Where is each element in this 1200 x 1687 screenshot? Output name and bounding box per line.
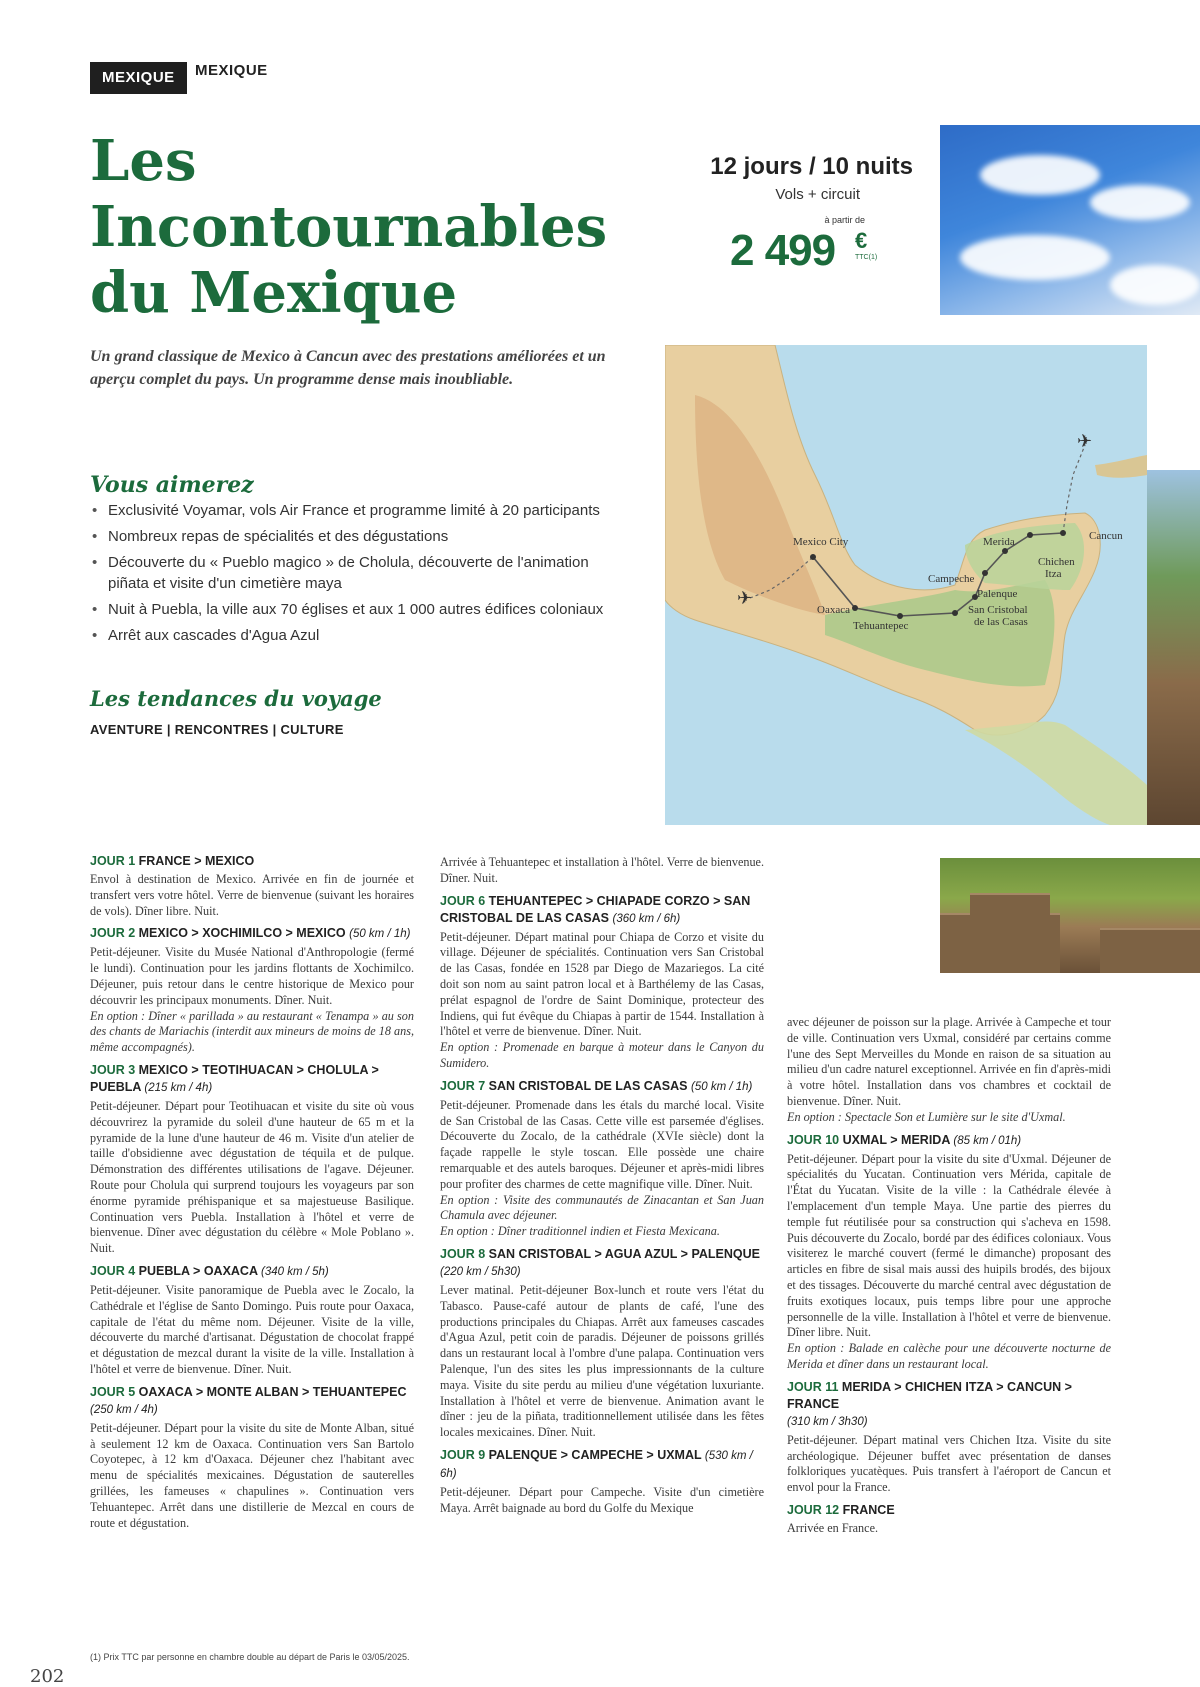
day-text: Arrivée à Tehuantepec et installation à l'hôtel. Verre de bienvenue. Dîner. Nuit.: [440, 855, 764, 885]
day-9: [440, 1447, 764, 1517]
day-text: Petit-déjeuner. Promenade dans les étals du marché local. Visite de San Cristobal de las Casas. Cette ville est parsemée d'églises. Découverte du Zocalo, de la cathédrale (XVIe siècle) dont la façade rappelle le style toscan. Elle possède une chaire remarquable et des autels baroques. Déjeuner et après-midi libres pour profiter des charmes de cette magnifique ville. Dîner. Nuit.: [440, 1097, 764, 1191]
intro-text: Un grand classique de Mexico à Cancun avec des prestations améliorées et un aperçu complet du pays. Un programme dense mais inoubliable.: [90, 348, 606, 388]
price-from-label: à partir de: [824, 215, 865, 225]
day-text: Petit-déjeuner. Départ matinal pour Chiapa de Corzo et visite du village. Déjeuner de spécialités. Continuation vers San Cristobal de las Casas, fondée en 1528 par Diego de Mazariegos. La cité doit son nom au saint patron local et à Barthélemy de las Casas, prélat espagnol de l'ordre de Saint Dominique, protecteur des Indiens, qui fut évêque du Chiapas à partir de 1544. Installation à l'hôtel et verre de bienvenue. Dîner. Nuit.: [440, 929, 764, 1039]
day-10: [787, 1132, 1111, 1373]
day-distance: (310 km / 3h30): [787, 1415, 868, 1428]
city-dot-cancun: [1060, 530, 1066, 536]
ruins-photo: [940, 858, 1200, 973]
day-text: Envol à destination de Mexico. Arrivée en fin de journée et transfert vers votre hôtel. Verre de bienvenue (suivant les horaires de vols). Dîner libre. Nuit.: [90, 872, 414, 918]
city-dot-mexico: [810, 554, 816, 560]
day-number: JOUR 12: [787, 1502, 840, 1517]
day-number: JOUR 9: [440, 1447, 486, 1462]
day-12: [787, 1502, 1111, 1537]
day-option: En option : Spectacle Son et Lumière sur le site d'Uxmal.: [787, 1109, 1066, 1124]
day-11: [787, 1379, 1111, 1496]
city-label-sancristobal-1: San Cristobal: [968, 604, 1028, 616]
day-6: [440, 893, 764, 1072]
day-option: En option : Dîner « parillada » au restaurant « Tenampa » au son des chants de Mariachis (interdit aux mineurs de moins de 18 ans, même accompagnés).: [90, 1008, 414, 1055]
day-option: En option : Dîner traditionnel indien et Fiesta Mexicana.: [440, 1224, 720, 1239]
day-route: MERIDA > CHICHEN ITZA > CANCUN > FRANCE: [787, 1379, 1072, 1411]
day-option: En option : Visite des communautés de Zinacantan et San Juan Chamula avec déjeuner.: [440, 1192, 764, 1223]
day-distance: (250 km / 4h): [90, 1403, 158, 1416]
day-route: PUEBLA > OAXACA: [138, 1263, 258, 1278]
day-9-continued: [787, 1015, 1111, 1126]
day-distance: (50 km / 1h): [349, 928, 411, 941]
day-1: [90, 853, 414, 919]
day-5: [90, 1384, 414, 1532]
city-label-palenque: Palenque: [977, 588, 1018, 600]
day-text: Petit-déjeuner. Départ pour Teotihuacan et visite du site où vous découvrirez la pyramide du soleil d'une hauteur de 65 m et la pyramide de la lune d'une hauteur de 46 m. Visite d'un atelier de taille d'obsidienne avec dégustation de téquila et de pulque. Démonstration des différentes utilisations de l'agave. Déjeuner. Route pour Cholula qui surprend toujours les voyageurs par son énorme pyramide préhispanique et sa majestueuse Basilique. Continuation vers Puebla. Installation à l'hôtel et verre de bienvenue. Dîner avec dégustation du célèbre « Mole Poblano ». Nuit.: [90, 1098, 414, 1256]
day-4: [90, 1263, 414, 1378]
itinerary-column-2: [440, 855, 764, 1523]
pyramid-photo: [1145, 470, 1200, 825]
day-number: JOUR 4: [90, 1263, 136, 1278]
day-text: Lever matinal. Petit-déjeuner Box-lunch et route vers l'état du Tabasco. Pause-café autour de plants de café, l'une des productions principales du Chiapas. Arrêt aux fameuses cascades d'Agua Azul, petit coin de paradis. Déjeuner de poissons grillés dans un restaurant local à l'ombre d'une palapa. Continuation vers Palenque, l'un des sites les plus impressionnants de la culture maya. Visite du site perdu au milieu d'une végétation luxuriante. Installation à l'hôtel et verre de bienvenue. Animation avant le dîner : jeu de la piñata, traditionnellement utilisée dans les fêtes locales mexicaines. Dîner. Nuit.: [440, 1282, 764, 1440]
day-number: JOUR 8: [440, 1246, 486, 1261]
day-text: Petit-déjeuner. Départ pour la visite du site d'Uxmal. Déjeuner de spécialités du Yucatan. Continuation vers Mérida, capitale de l'État du Yucatan. Visite de la ville : la Cathédrale élevée à l'emplacement d'un temple Maya. Une partie des pierres du temple fut réutilisée pour sa construction qui s'acheva en 1598. Puis découverte du Zocalo, bordé par des édifices coloniaux. Vous visiterez le marché couvert (fermé le dimanche) proposant des articles en fibre de sisal mais aussi des huipils brodés, des bijoux et des tissages. Découverte du marché central avec dégustation de fruits exotiques locaux, puis temps libre pour une approche personnelle de la ville. Installation à l'hôtel et verre de bienvenue. Dîner libre. Nuit.: [787, 1151, 1111, 1340]
city-label-chichen-1: Chichen: [1038, 556, 1075, 568]
likes-heading: Vous aimerez: [90, 472, 254, 498]
day-text: Petit-déjeuner. Départ pour la visite du site de Monte Alban, situé à seulement 12 km de Oaxaca. Continuation vers San Bartolo Coyotepec, à 12 km d'Oaxaca. Déjeuner chez l'habitant avec menu de spécialités mexicaines. Dégustation de sauterelles grillées, les fameuses « chapulines ». Continuation vers Tehuantepec. Arrêt dans une distillerie de Mezcal en cours de route et dégustation.: [90, 1420, 414, 1530]
day-number: JOUR 10: [787, 1132, 840, 1147]
city-dot-campeche: [982, 570, 988, 576]
day-number: JOUR 11: [787, 1379, 839, 1394]
list-item: • Exclusivité Voyamar, vols Air France et programme limité à 20 participants: [90, 500, 630, 521]
city-label-cancun: Cancun: [1089, 530, 1123, 542]
trip-formula: Vols + circuit: [775, 186, 860, 203]
price-currency: €: [855, 228, 868, 253]
page-title: [90, 128, 690, 326]
sky-photo: [940, 125, 1200, 315]
country-tag-text: MEXIQUE: [195, 62, 268, 79]
city-dot-tehuantepec: [897, 613, 903, 619]
trends-tags: AVENTURE | RENCONTRES | CULTURE: [90, 722, 344, 737]
day-number: JOUR 7: [440, 1078, 486, 1093]
price-note-mark: TTC(1): [855, 254, 878, 261]
day-option: En option : Promenade en barque à moteur dans le Canyon du Sumidero.: [440, 1040, 764, 1070]
day-text: Petit-déjeuner. Départ matinal vers Chichen Itza. Visite du site archéologique. Déjeuner buffet avec présentation de danses folkloriques yucatèques. Puis transfert à l'aéroport de Cancun et envol pour la France.: [787, 1432, 1111, 1495]
day-option: En option : Balade en calèche pour une découverte nocturne de Merida et dîner dans un restaurant local.: [787, 1341, 1111, 1371]
day-distance: (85 km / 01h): [953, 1134, 1022, 1147]
day-distance: (530 km / 6h): [440, 1449, 753, 1480]
day-2: [90, 925, 414, 1056]
day-text: Petit-déjeuner. Visite du Musée National d'Anthropologie (fermé le lundi). Continuation pour les jardins flottants de Xochimilco. Déjeuner, puis retour dans le centre historique de Mexico pour découvrir les principaux monuments. Dîner. Nuit.: [90, 945, 414, 1007]
day-text: avec déjeuner de poisson sur la plage. Arrivée à Campeche et tour de ville. Continuation vers Uxmal, considéré par certains comme l'une des Sept Merveilles du Monde en raison de sa situation au milieu d'un cadre naturel exceptionnel. Arrivée en fin d'après-midi à votre hôtel. Installation dans vos chambres et cocktail de bienvenue. Dîner. Nuit.: [787, 1015, 1111, 1108]
city-dot-sancristobal: [952, 610, 958, 616]
day-8: [440, 1246, 764, 1441]
day-number: JOUR 2: [90, 926, 136, 941]
plane-in-icon: ✈: [737, 588, 753, 608]
list-item: • Nuit à Puebla, la ville aux 70 églises et aux 1 000 autres édifices coloniaux: [90, 599, 630, 620]
trip-duration: 12 jours / 10 nuits: [710, 153, 913, 180]
city-label-merida: Merida: [983, 536, 1015, 548]
day-route: FRANCE: [842, 1502, 895, 1517]
city-label-campeche: Campeche: [928, 573, 975, 585]
day-number: JOUR 6: [440, 893, 486, 908]
day-route: FRANCE > MEXICO: [138, 854, 255, 868]
day-number: JOUR 3: [90, 1062, 136, 1077]
price-value: 2 499: [730, 226, 836, 275]
country-tag-box: MEXIQUE: [90, 62, 187, 94]
day-route: OAXACA > MONTE ALBAN > TEHUANTEPEC: [138, 1384, 407, 1399]
city-dot-merida: [1002, 548, 1008, 554]
plane-out-icon: ✈: [1077, 431, 1093, 451]
day-text: Petit-déjeuner. Départ pour Campeche. Visite d'un cimetière Maya. Arrêt baignade au bord du Golfe du Mexique: [440, 1484, 764, 1515]
city-label-chichen-2: Itza: [1045, 568, 1062, 580]
trends-heading: Les tendances du voyage: [90, 686, 382, 711]
day-route: MEXICO > TEOTIHUACAN > CHOLULA > PUEBLA: [90, 1062, 379, 1094]
city-label-tehuantepec: Tehuantepec: [853, 620, 909, 632]
day-route: SAN CRISTOBAL DE LAS CASAS: [488, 1078, 688, 1093]
itinerary-column-1: [90, 853, 414, 1537]
city-label-oaxaca: Oaxaca: [817, 604, 850, 616]
city-dot-oaxaca: [852, 605, 858, 611]
day-distance: (215 km / 4h): [144, 1081, 213, 1094]
day-route: SAN CRISTOBAL > AGUA AZUL > PALENQUE: [488, 1246, 760, 1261]
day-7: [440, 1078, 764, 1240]
day-distance: (360 km / 6h): [612, 912, 681, 925]
day-number: JOUR 1: [90, 854, 136, 868]
day-distance: (50 km / 1h): [691, 1080, 753, 1093]
day-route: MEXICO > XOCHIMILCO > MEXICO: [138, 926, 346, 941]
day-distance: (340 km / 5h): [261, 1265, 329, 1278]
page-number: 202: [30, 1666, 65, 1687]
itinerary-column-3: [787, 1015, 1111, 1543]
day-route: PALENQUE > CAMPECHE > UXMAL: [488, 1447, 702, 1462]
list-item: • Nombreux repas de spécialités et des dégustations: [90, 526, 630, 547]
day-route: UXMAL > MERIDA: [842, 1132, 950, 1147]
day-5-continued: [440, 855, 764, 887]
day-route: TEHUANTEPEC > CHIAPADE CORZO > SAN CRISTOBAL DE LAS CASAS: [440, 893, 751, 925]
list-item: • Arrêt aux cascades d'Agua Azul: [90, 625, 630, 646]
city-label-sancristobal-2: de las Casas: [974, 616, 1028, 628]
city-dot-chichen: [1027, 532, 1033, 538]
day-number: JOUR 5: [90, 1384, 136, 1399]
day-text: Arrivée en France.: [787, 1520, 879, 1535]
day-distance: (220 km / 5h30): [440, 1265, 521, 1278]
day-3: [90, 1062, 414, 1257]
footnote: (1) Prix TTC par personne en chambre double au départ de Paris le 03/05/2025.: [90, 1652, 410, 1662]
title-line-1: Les Incontournables: [90, 128, 608, 260]
route-map: [665, 345, 1147, 825]
list-item: • Découverte du « Pueblo magico » de Cholula, découverte de l'animation piñata et visite d'un cimetière maya: [90, 552, 630, 594]
day-text: Petit-déjeuner. Visite panoramique de Puebla avec le Zocalo, la Cathédrale et l'église de Santo Domingo. Puis route pour Oaxaca, capitale de l'état du même nom. Déjeuner. Visite de la ville, découverte du marché d'artisanat. Dégustation de chocolat frappé et dégustation de mezcal durant la visite de la ville. Installation à l'hôtel et verre de bienvenue. Dîner. Nuit.: [90, 1282, 414, 1376]
title-line-2: du Mexique: [90, 260, 458, 326]
likes-list: [90, 500, 630, 651]
city-label-mexico: Mexico City: [793, 536, 849, 548]
